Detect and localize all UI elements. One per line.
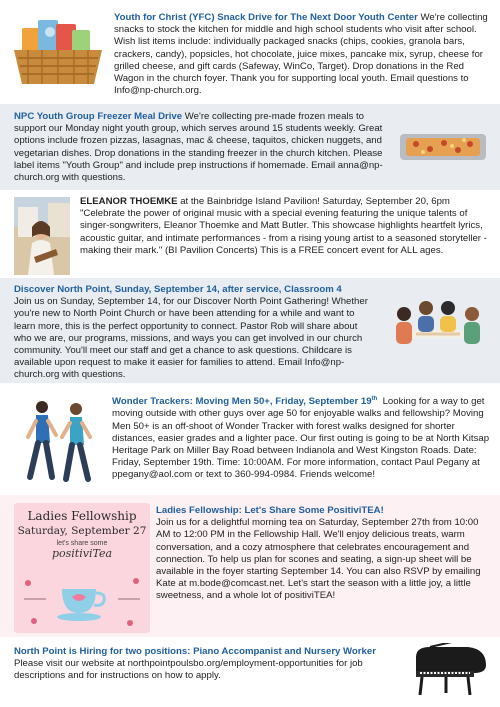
ladies-fellowship-heading: Ladies Fellowship: Let's Share Some PositiviTEA! — [156, 505, 384, 516]
snack-basket-icon — [10, 14, 106, 90]
hiring-heading: North Point is Hiring for two positions: Piano Accompanist and Nursery Worker — [14, 646, 376, 657]
walking-men-icon — [14, 395, 106, 485]
discover-section — [0, 278, 500, 383]
lasagna-pan-icon — [398, 126, 488, 166]
tea-flyer-date: Saturday, September 27 — [17, 525, 147, 537]
freezer-meal-body: We're collecting pre-made frozen meals to support our Monday night youth group, which serves around 15 students weekly. Great options include frozen pizzas, lasagnas, mac & cheese, taquitos, chicken nuggets, and vegetarian dishes. Drop donations in the standing freezer in the church kitchen. Please label items "Youth Group" and include prep instructions if homemade. Email anna@np-church.org with questions. — [14, 111, 383, 184]
snack-drive-heading: Youth for Christ (YFC) Snack Drive for The Next Door Youth Center — [114, 12, 418, 23]
ladies-fellowship-body: Join us for a delightful morning tea on Saturday, September 27th from 10:00 AM to 12:00 PM in the Fellowship Hall. We'll enjoy delicious treats, warm conversation, and a cozy atmosphere that celebrates encouragement and connection. To help us plan for scones and seating, a sign-up sheet will be available in the foyer starting September 14. You can also RSVP by emailing Kate at m.bode@comcast.net. Let's start the season with a little joy, a little sweetness, and a whole lot of positiviTEA! — [156, 517, 481, 602]
tea-flyer-positivitea: positiviTea — [51, 547, 113, 560]
freezer-meal-heading: NPC Youth Group Freezer Meal Drive — [14, 111, 183, 122]
hiring-section — [0, 637, 500, 707]
concert-section — [0, 190, 500, 278]
hiring-body: Please visit our website at northpointpoulsbo.org/employment-opportunities for job descriptions and for instructions on how to apply. — [14, 658, 363, 682]
wonder-trackers-body: Looking for a way to get moving outside with other guys over age 50 for enjoyable walks and fellowship? Moving Men 50+ is an off-shoot of Wonder Tracker with forest walks designed for shorter distances, easier grades and a lighter pace. Our first outing is going to be at North Kitsap Heritage Park on Miller Bay Road between Indianola and West Kingston Roads. Date: Friday, September 19th. Time: 10:00AM. For more information, contact Paul Pegany at ppegany@aol.com or text to 360-994-0984. Friends welcome! — [112, 396, 490, 481]
tea-flyer-title: Ladies Fellowship — [27, 509, 137, 523]
wonder-trackers-section — [0, 383, 500, 495]
discover-heading: Discover North Point, Sunday, September 14, after service, Classroom 4 — [14, 284, 342, 295]
artist-photo — [14, 197, 70, 275]
tea-flyer — [14, 503, 150, 633]
snack-drive-section — [0, 0, 500, 104]
wonder-trackers-heading: Wonder Trackers: Moving Men 50+, Friday, September 19 — [112, 396, 372, 408]
flower-doodles — [20, 573, 144, 631]
concert-artist-name: ELEANOR THOEMKE — [80, 196, 178, 207]
discover-body: Join us on Sunday, September 14, for our Discover North Point Gathering! Whether you're new to North Point Church or have been attending for a while and want to learn more, this is the perfect opportunity to connect. Pastor Rob will share about who we are, our programs, missions, and ways you can get involved in our church community. You'll meet our staff and get a chance to ask questions. Childcare is available upon request to make it easier for families to attend. Email Info@np-church.org with questions. — [14, 296, 368, 381]
group-meeting-icon — [386, 294, 490, 356]
snack-drive-body: We're collecting snacks to stock the kitchen for middle and high school students who visit after school. Wish list items include: individually packaged snacks (chips, cookies, granola bars, crackers, candy), popsicles, hot chocolate, juice mixes, pancake mix, syrup, cheese for grilled cheese, and gift cards (Safeway, WinCo, Target). Drop donations in the Red Wagon in the church foyer. Thank you for supporting local youth. Email questions to Info@np-church.org. — [114, 12, 488, 97]
concert-body: at the Bainbridge Island Pavilion! Saturday, September 20, 6pm "Celebrate the power of original music with a special evening featuring the unique talents of singer-songwriters, Eleanor Thoemke and Matt Butler. This showcase highlights heartfelt lyrics, acoustic guitar, and intimate performances - from a rising young artist to a seasoned storyteller - making their mark." (BI Pavilion Concerts) This is a FREE concert event for ALL ages. — [80, 196, 487, 256]
wonder-trackers-heading-suffix: th — [371, 396, 378, 402]
grand-piano-icon — [410, 643, 490, 699]
ladies-fellowship-section — [0, 495, 500, 637]
freezer-meal-section — [0, 104, 500, 190]
tea-flyer-tagline: let's share some — [56, 540, 108, 547]
